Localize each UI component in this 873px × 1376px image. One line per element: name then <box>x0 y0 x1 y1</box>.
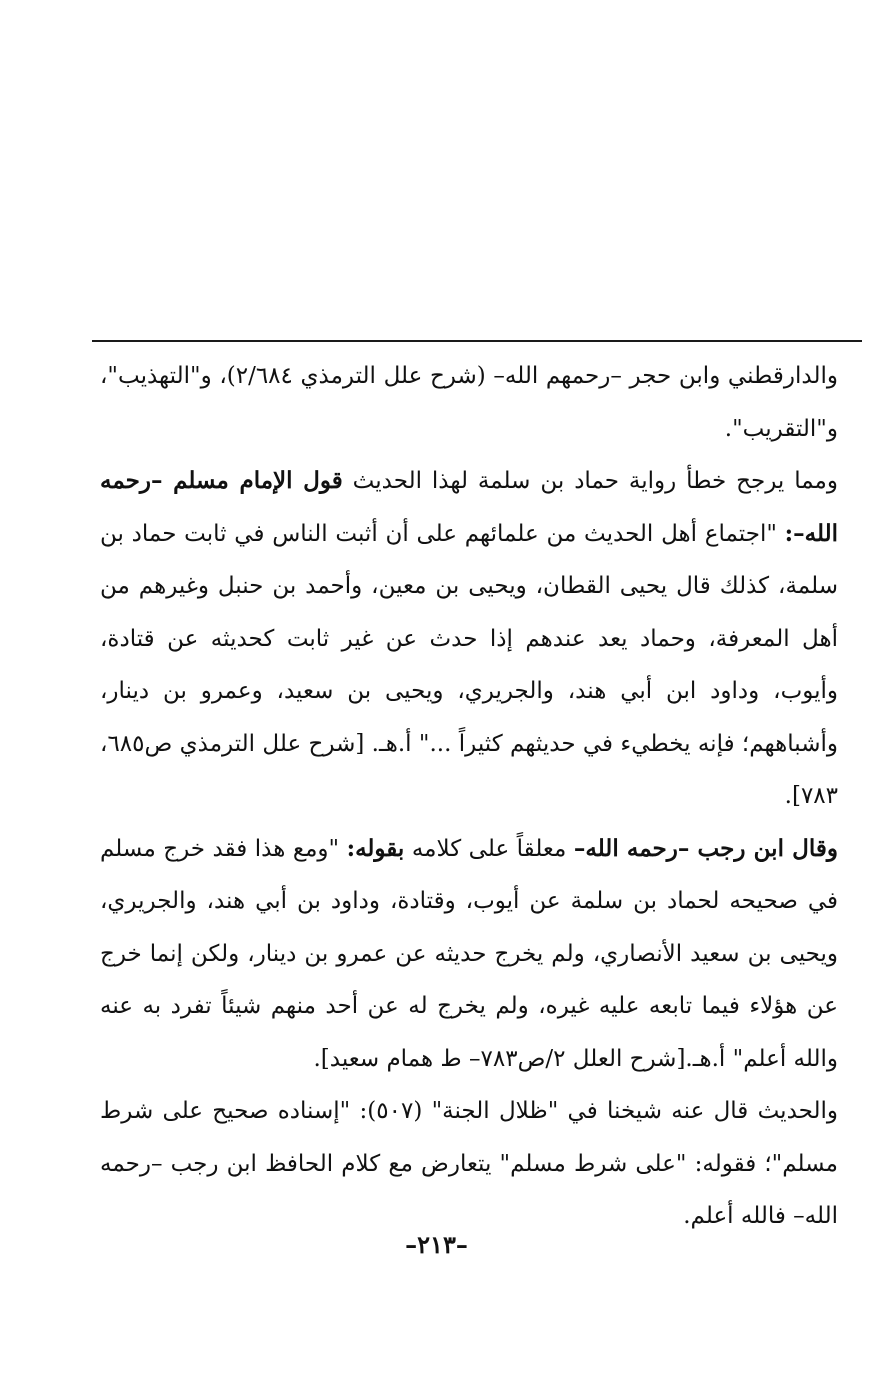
paragraph-3-bold-attribution: وقال ابن رجب –رحمه الله– <box>573 834 838 862</box>
footnote-paragraph-2 <box>100 455 838 823</box>
footnote-paragraph-4: والحديث قال عنه شيخنا في "ظلال الجنة" (٥٠٧): "إسناده صحيح على شرط مسلم"؛ فقوله: "على شرط مسلم" يتعارض مع كلام الحافظ ابن رجب –رحمه الله– فالله أعلم. <box>100 1098 838 1229</box>
paragraph-3-lead: معلقاً على كلامه <box>404 835 574 862</box>
footnote-separator-line <box>92 340 862 342</box>
paragraph-3-quote: "ومع هذا فقد خرج مسلم في صحيحه لحماد بن سلمة عن أيوب، وقتادة، وداود بن أبي هند، والجريري، ويحيى بن سعيد الأنصاري، ولم يخرج حديثه عن عمرو بن دينار، ولكن إنما خرج عن هؤلاء فيما تابعه عليه غيره، ولم يخرج له عن أحد منهم شيئاً تفرد به عنه والله أعلم" أ.هـ.[شرح العلل ٢/ص٧٨٣– ط همام سعيد]. <box>100 835 838 1072</box>
paragraph-2-quote: "اجتماع أهل الحديث من علمائهم على أن أثبت الناس في ثابت حماد بن سلمة، كذلك قال يحيى القطان، ويحيى بن معين، وأحمد بن حنبل وغيرهم من أهل المعرفة، وحماد يعد عندهم إذا حدث عن غير ثابت كحديثه عن قتادة، وأيوب، وداود ابن أبي هند، والجريري، ويحيى بن سعيد، وعمرو بن دينار، وأشباههم؛ فإنه يخطيء في حديثهم كثيراً ..." أ.هـ. [شرح علل الترمذي ص٦٨٥، ٧٨٣]. <box>100 520 838 809</box>
footnote-text <box>100 350 838 1243</box>
paragraph-2-lead: ومما يرجح خطأ رواية حماد بن سلمة لهذا الحديث <box>342 468 838 494</box>
footnote-paragraph-1: والدارقطني وابن حجر –رحمهم الله– (شرح علل الترمذي ٢/٦٨٤)، و"التهذيب"، و"التقريب". <box>100 363 838 442</box>
footnote-paragraph-3 <box>100 823 838 1086</box>
paragraph-2-bold-attribution: قول الإمام مسلم –رحمه الله–: <box>100 467 838 547</box>
paragraph-3-bold-intro: بقوله: <box>346 834 405 862</box>
page-number: –٢١٣– <box>405 1230 468 1259</box>
